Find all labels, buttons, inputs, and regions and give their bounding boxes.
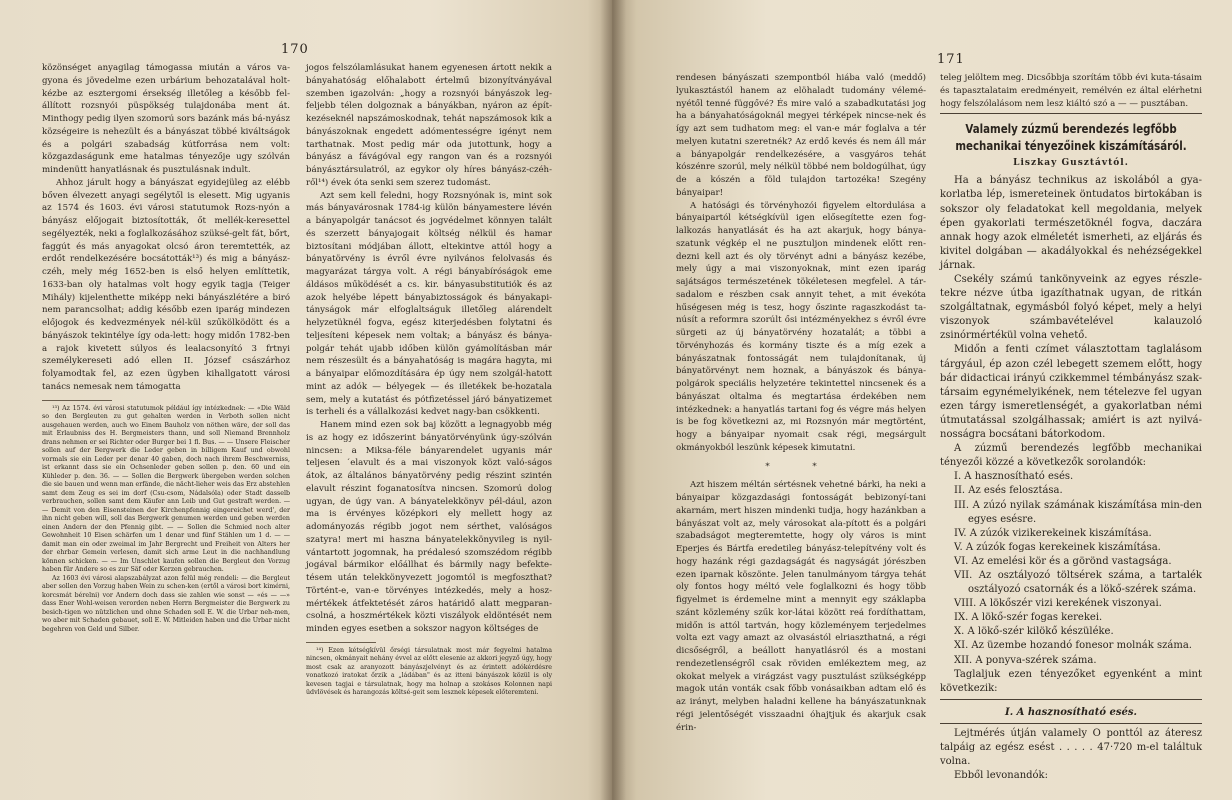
paragraph: jogos felszólamlásukat hanem egyenesen ártott nekik a bányahatóság előhalabott értelmű bizonyítványával szemben igazolván: „hogy a rozsnyói bányászok leg-feljebb télen dolgoznak a bányákban, nyáron az épít-kezéseknél napszámoskodnak, tehát napszámosok kik a bányászoknak engedett adómentességre igényt nem tarthatnak. Most pedig már oda jutottunk, hogy a bányász a fávágóval egy rangon van és a rozsnyói bányásztársulatról, az egykor oly híres bányász-czéh-ről¹⁴) évek óta senki sem szerez tudomást. bbox=[306, 63, 552, 188]
divider bbox=[940, 113, 1202, 114]
article-title: Valamely zúzmű berendezés legfőbb mechanikai tényezőinek kiszámításáról. bbox=[955, 121, 1187, 154]
section-separator: * * bbox=[765, 461, 837, 472]
toc-item: III. A zúzó nyilak számának kiszámítása min-den egyes esésre. bbox=[954, 499, 1202, 525]
page-number: 171 bbox=[937, 52, 965, 67]
measurement-value: 47·720 bbox=[1097, 742, 1133, 753]
measurement-unit: m-el bbox=[1136, 742, 1159, 753]
right-column-1 bbox=[676, 72, 926, 734]
toc-item: VIII. A lökőszér vizi kerekének viszonyai. bbox=[954, 598, 1162, 610]
paragraph: Taglaljuk ezen tényezőket egyenként a mint következik: bbox=[940, 668, 1202, 694]
footnote: ¹³) Az 1574. évi városi statutumok például így intézkednek: — «Die Wäld so den Bergleuten zu gut gehalten werden in Verboth sollen nicht ausgehauen werden, auch wo Einem Bauholz von nöthen wäre, der soll das mit Erlaubniss des H. Bergmeisters thann, und soll Niemand Brennholz drans nehmen er sei Richter oder Burger bei 1 fl. Bus. — — Unsere Fleischer sollen auf der Bergwerk die Leder geben in billigem Kauf und obwohl vormals sie ein Leder per denar 40 gaben, doch nach ihrem Beschwerniss, ist erkannt dass sie ein Ochsenleder geben sollen p. den. 60 und ein Kühleder p. den. 36. — — Sollen die Bergwerk übergeben werden solchen die sie bauen und wenn man erfände, die nächt-lieher weis das Erz abstehlen samt dem Zeug es sei im dorf (Csu-csom, Nádalsóla) oder Stadt dasselb verbrauchen, sollen samt dem Käufer ann Leib und Gut gestraft werden. — — Demit von den Eisensteinen der Kirchenpfennig eingereichet werd', der ihn nicht geben will, soll das Bergwerk genumen werden und geben werden einen Andern der den Pfennig gibt. — — Sollen die Schmied noch alter Gewohnheit 10 Eisen schärfen um 1 denar und fünf Stählen um 1 d. — — damit man ein oder zweimal im Jahr Bergrecht und Freiheit von Alters her der ehrbar Gemein verlesen, damit sich arme Leut in die nachhandlung können schicken. — — Im Unschlet kaufen sollen die Bergleut den Vorzug haben für Andere so es zur Säf oder Kerzen gebrauchen. bbox=[42, 404, 290, 573]
paragraph: Azt hiszem méltán sértésnek vehetné bárki, ha neki a bányaipar közgazdasági fontosságát bebizonyí-tani akarnám, mert hiszen mindenki tudja, hogy hazánkban a bányászat volt az, mely városokat ala-pított és a polgári szabadságot megteremtette, hogy oly város is mint Eperjes és Bártfa eredetileg bányász-telepítvény volt és hogy hazánk régi gazdagságát és nagyságát jórészben ezen iparnak köszönte. Jelen tanulmányom tárgya tehát oly fontos hogy méltó vele foglalkozni és hogy több figyelmet is érdemelne mint a mennyit egy száklapba szánt közlemény szűk kor-látai között reá fordíthattam, midőn is attól tartván, hogy közleményem terjedelmes volta ezt vagy amazt az olvasástól elriaszthatná, a régi dicsőségről, a beállott hanyatlásról és a mostani rendezetlenségről csak röviden emlékeztem meg, az okokat melyek a virágzást vagy pusztulást szükségképp magok után vonták csak főbb vonásaikban adtam elő és az irányt, melyben haladni kellene ha bányászatunknak régi jelentőségét visszaadni óhajtjuk és akarjuk csak érin- bbox=[676, 480, 926, 733]
toc-item: V. A zúzók fogas kerekeinek kiszámítása. bbox=[954, 541, 1161, 553]
page-number: 170 bbox=[281, 42, 309, 57]
paragraph: Hanem mind ezen sok baj között a legnagyobb még is az hogy ez időszerint bányatörvényünk úgy-szólván nincsen: a Miksa-féle bányarendelet ugyanis már teljesen ´elavult és a mai viszonyok közt való-ságos átok, az általános bányatörvény pedig részint szintén elavult részint foganatosítva nincsen. Szomorú dolog ugyan, de úgy van. A bányatelekkönyv pél-dául, azon ma is érvényes középkori ely mellett hogy az adományozás régibb jogot nem sérthet, valóságos szatyra! mert mi haszna bányatelekkönyvileg is nyil-vántartott jogomnak, ha prédalesó szomszédom régibb jogával bármikor előállhat és bármily nagy befekte-tésem után telekkönyvezett jogomtól is megfoszthat? Történt-e, van-e törvényes intézkedés, mely a hosz-mértékek átfektetését záros határidő alatt megparan-csolná, a hoszmértékek közti viszályok eldöntését nem minden egyes esetben a sokszor nagyon költséges de bbox=[306, 420, 552, 634]
paragraph: Ha a bányász technikus az iskolából a gya-korlatba lép, ismereteinek öntudatos birtokában is sokszor oly feladatokat kell megoldania, melyek épen gyakorlati természetöknél fogva, daczára annak hogy azok elméletét ismerheti, az eljárás és kivitel dolgában — akadályokkal és nehézségekkel járnak. bbox=[940, 175, 1202, 271]
toc-item: IV. A zúzók vizikerekeinek kiszámítása. bbox=[954, 527, 1152, 539]
toc-item: XI. Az üzembe hozandó fonesor molnák száma. bbox=[954, 640, 1192, 652]
toc-item: IX. A lökő-szér fogas kerekei. bbox=[954, 612, 1103, 624]
toc-item: X. A lökő-szér kilökő készüléke. bbox=[954, 626, 1114, 638]
toc-item: I. A hasznosítható esés. bbox=[954, 471, 1074, 483]
left-page bbox=[0, 0, 612, 800]
paragraph: közönséget anyagilag támogassa miután a város va-gyona és jövedelme ezen urbárium behozatalával holt-kézbe az esztergomi érsekség illetőleg a később fel-állított rozsnyói püspökség tulajdonába ment át. Minthogy pedig ilyen szomorú sors bazánk más bá-nyász községeire is nehezült és a bányászat többé kiváltságok és a polgári szabadság kútforrása nem volt: közgazdaságunk eme hatalmas tényezője ugy szólván mindenütt hanyatlásnak és pusztulásnak indult. bbox=[42, 63, 290, 175]
toc-item: VI. Az emelési kör és a görönd vastagsága. bbox=[954, 555, 1172, 567]
divider bbox=[940, 723, 1202, 724]
divider bbox=[940, 699, 1202, 700]
paragraph: A hatósági és törvényhozói figyelem eltordulása a bányaipartól kétségkívül igen elősegítette ezen fog-lalkozás hanyatlását és ha azt akarjuk, hogy bánya-szatunk végkép el ne pusztuljon mindenek előtt ren-dezni kell azt és oly törvényt adni a bányász kezébe, mely úgy a mai viszonyoknak, mint ezen iparág sajátságos természetének tökéletesen megfelel. A tár-sadalom e részben csak annyit tehet, a mit évekóta hűségesen még is tesz, hogy őszinte ragaszkodást ta-núsít a reformra szorúlt ősi intézményekhez s évről évre sürgeti az új bányatörvény hozatalát; a többi a törvényhozás és kormány tiszte és a míg ezek a bányászatnak fontosságát nem tulajdonítanak, új bányatörvényt nem hoznak, a bányászok és bánya-polgárok speciális helyzetére tekintettel nincsenek és a bányászat oltalma és megtartása érdekében nem intézkednek: a hanyatlás tartani fog és végre más helyen is be fog következni az, mi Rozsnyón már megtörtént, hogy a bányaipar nyomait csak régi, megsárgult okmányokból leszünk képesek kimutatni. bbox=[676, 200, 926, 453]
book-gutter-shadow bbox=[600, 0, 626, 800]
toc-item: XII. A ponyva-szérek száma. bbox=[954, 654, 1097, 666]
left-column-1 bbox=[42, 62, 290, 634]
section-title: I. A hasznosítható esés. bbox=[1005, 706, 1137, 718]
footnote: ¹⁴) Ezen kétségkívül őrségi társulatnak most már fegyelmi hatalma nincsen, okmányait nehány évvel az előtt elesenie az akkori jegyző úgy, hogy most csak az aranyozott bányászjelvényt és az érintett adókérdésre vonatkozó iratokat őrzik a „ládában" és az itteni bányászok közül is oly kevesen tagjai e társulatnak, hogy ma holnap a szokásos Kolonnen napi üdvlövések és harangozás költsé-geit sem lesznek képesek előteremteni. bbox=[306, 646, 552, 697]
footnote: Az 1603 évi városi alapszabályzat azon felül még rendeli: — die Bergleut aber sollen den Vorzug haben Wein zu schen-ken (ertől a városi bort kimérni, korcsmát bérelni) vor Andern doch dass sie zahlen wie sonst — «és — —» dass Ener Wohl-weisen verorden neben Herrn Bergmeister die Bergwerk zu besich-tigen wo nützlichen und ohne Schaden soll E. W. die Urbar neh-men, wo aber mit Schaden gebauet, soll E. W. Mitleiden haben und die Urbar nicht begehren von Geld und Silber. bbox=[42, 574, 290, 633]
paragraph: Midőn a fenti czímet választottam taglalásom tárgyául, ép azon czél lebegett szemem előtt, hogy bár didacticai irányú czikkemmel témbányász szak-társaim egynémelyikének, nem tételezve fel ugyan ezen tárgy ismeretlenségét, a gyakorlatban némi útmutatással szolgálhassak; amiért is azt nyilvá-nosságra bocsátani bátorkodom. bbox=[940, 344, 1202, 441]
measurement-line bbox=[940, 727, 1202, 769]
footnotes bbox=[306, 647, 552, 698]
paragraph: rendesen bányászati szempontból hiába való (meddő) lyukasztástól hanem az elöhaladt tudomány vélemé-nyétől tenné függővé? És mire való a szabadkutatási jog ha a bányahatóságoknál megyei térképek nincse-nek és így azt sem tudhatom meg: el van-e már foglalva a tér melyen kutatni szeretnék? Az erdő kevés és nem áll már a bányapolgár rendelkezésére, a vasgyáros tehát kószénre szorúl, mely nélkül többé nem boldogúlhat, úgy de a kószén a föld tulajdon tartozéka! Szegény bányaipar! bbox=[676, 73, 926, 198]
footnote-rule bbox=[42, 400, 112, 401]
paragraph: Azt sem kell feledni, hogy Rozsnyónak is, mint sok más bányavárosnak 1784-ig külön bányamestere lévén a bányapolgár tanácsot és jogvédelmet könnyen talált és szerzett bányajogait költség nélkül és hamar biztosítani módjában állott, eltekintve attól hogy a bányatörvény is évről évre nyilvános felolvasás és magyarázat tárgya volt. A régi bányabíróságok eme áldásos működését a cs. kir. bányasubstitutiók és az azok helyébe lépett bányabiztosságok és bányakapi-tányságok már elfoglaltságuk illetőleg alárendelt helyzetüknél fogva, egész kiterjedésben folytatni és teljesíteni képesek nem voltak; a bányász és bánya-polgár tehát ujabb időben külön gyámolításban már nem részesült és a bányahatóság is magára hagyta, mi a bányaipar előmozdítására ép úgy nem szolgál-hatott mint az adók — bélyegek — és illetékek be-hozatala sem, mely a kutatást és pótfizetéssel járó bányatizemet is terheli és a vállalkozási kedvet nagy-ban csökkenti. bbox=[306, 190, 552, 418]
left-column-2 bbox=[306, 62, 552, 698]
measurement-label: Lejtmérés útján valamely O ponttól az áteresz talpáig az egész esést . . . . . bbox=[940, 727, 1202, 753]
article-author: Liszkay Gusztávtól. bbox=[1013, 158, 1129, 169]
toc-item: VII. Az osztályozó töltsérek száma, a tartalék osztályozó csatornák és a lökő-szérek száma. bbox=[954, 569, 1202, 596]
paragraph: teleg jelöltem meg. Dicsőbbja szorítám több évi kuta-tásaim és tapasztalataim eredményeit, remélvén ez által elérhetni hogy felszólalásom nem lesz kiáltó szó a — — pusztában. bbox=[940, 73, 1202, 109]
footnote-rule bbox=[306, 642, 376, 643]
toc-item: II. Az esés felosztása. bbox=[954, 485, 1063, 497]
paragraph: Ebből levonandók: bbox=[954, 770, 1048, 782]
right-column-2 bbox=[940, 72, 1202, 783]
footnotes bbox=[42, 405, 290, 635]
paragraph: Csekély számú tankönyveink az egyes részle-tekre nézve útba igazíthatnak ugyan, de ritkán szolgáltatnak, egymásból folyó képet, mely a helyi viszonyok számbavételével kalauzoló zsinórmértékül volna vehető. bbox=[940, 274, 1202, 342]
right-page bbox=[612, 0, 1232, 800]
measurement-tail: találtuk volna. bbox=[940, 742, 1202, 768]
paragraph: Ahhoz járult hogy a bányászat egyidejüleg az elébb bőven élvezett anyagi segélytől is elesett. Mig ugyanis az 1574 és 1603. évi városi statutumok Rozs-nyón a bányász előjogait biztosították, őt mellék-keresettel segélyezték, neki a foglalkozásához szüksé-gelt fát, bőrt, faggút és más anyagokat olcsó áron teremtették, az erdőt rendelkezésére bocsátották¹³) és mig a bányász-czéh, mely még 1652-ben is első helyen említtetik, 1633-ban oly hatalmas volt hogy egyik tagja (Teiger Mihály) kijelenthette miképp neki bányászlétére a biró nem parancsolhat; addig később ezen iparág mindezen előjogok és kedvezmények nél-kül szűkölködött és a bányászok tekintélye így oda-lett: hogy midőn 1782-ben a rajok kivetett súlyos és lealacsonyító 3 frtnyi személykereseti adó ellen II. József császárhoz folyamodtak fel, az ezen ügyben kihallgatott városi tanács nemesak nem támogatta bbox=[42, 177, 290, 392]
paragraph: A zúzmű berendezés legfőbb mechanikai tényezői közzé a következők sorolandók: bbox=[940, 443, 1202, 469]
